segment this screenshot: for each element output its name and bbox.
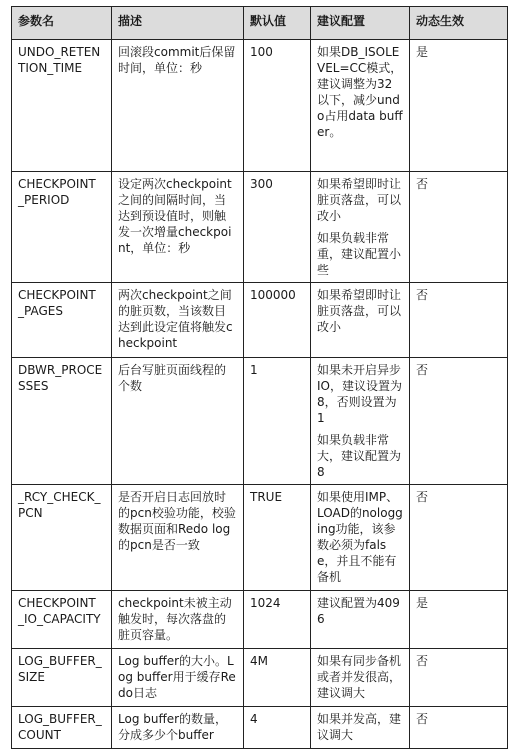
- cell-description: 回滚段commit后保留时间，单位：秒: [112, 40, 244, 172]
- cell-dynamic-effect: 否: [410, 358, 508, 485]
- cell-dynamic-effect: 否: [410, 707, 508, 749]
- cell-param-name: UNDO_RETEN TION_TIME: [12, 40, 112, 172]
- cell-suggested-config: [311, 358, 410, 485]
- cell-default-value: 4: [244, 707, 311, 749]
- suggestion-text: 如果使用IMP、LOAD的nologging功能，该参数必须为false，并且不能有备机: [317, 490, 403, 584]
- header-param-name: 参数名: [12, 7, 112, 40]
- suggestion-text: 如果并发高，建议调大: [317, 712, 402, 742]
- cell-default-value: 100000: [244, 283, 311, 358]
- cell-param-name: DBWR_PROCE SSES: [12, 358, 112, 485]
- cell-suggested-config: [311, 283, 410, 358]
- cell-description: 设定两次checkpoint之间的间隔时间，当达到预设值时，则触发一次增量checkpoint，单位：秒: [112, 172, 244, 283]
- cell-description: 两次checkpoint之间的脏页数，当该数目达到此设定值将触发checkpoint: [112, 283, 244, 358]
- cell-default-value: TRUE: [244, 485, 311, 591]
- suggestion-text: 如果希望即时让脏页落盘，可以改小: [317, 177, 402, 223]
- cell-suggested-config: [311, 172, 410, 283]
- cell-param-name: CHECKPOINT _PAGES: [12, 283, 112, 358]
- cell-param-name: CHECKPOINT _PERIOD: [12, 172, 112, 283]
- cell-description: 是否开启日志回放时的pcn校验功能，校验数据页面和Redo log的pcn是否一致: [112, 485, 244, 591]
- cell-param-name: _RCY_CHECK_ PCN: [12, 485, 112, 591]
- cell-dynamic-effect: 否: [410, 485, 508, 591]
- suggestion-text: 如果有同步备机或者并发很高，建议调大: [317, 654, 402, 700]
- table-row: [12, 485, 508, 591]
- cell-param-name: LOG_BUFFER_ SIZE: [12, 649, 112, 707]
- cell-default-value: 1024: [244, 591, 311, 649]
- cell-suggested-config: [311, 485, 410, 591]
- suggestion-text: 如果负载非常重，建议配置小些: [317, 231, 402, 277]
- table-row: [12, 172, 508, 283]
- table-row: [12, 591, 508, 649]
- cell-description: 后台写脏页面线程的个数: [112, 358, 244, 485]
- header-suggested-config: 建议配置: [311, 7, 410, 40]
- suggestion-text: 如果未开启异步IO，建议设置为8，否则设置为1: [317, 363, 402, 425]
- cell-dynamic-effect: 是: [410, 40, 508, 172]
- table-row: [12, 358, 508, 485]
- cell-default-value: 300: [244, 172, 311, 283]
- cell-description: Log buffer的数量，分成多少个buffer: [112, 707, 244, 749]
- cell-default-value: 1: [244, 358, 311, 485]
- suggestion-text: 如果负载非常大，建议配置为8: [317, 433, 402, 479]
- cell-param-name: CHECKPOINT _IO_CAPACITY: [12, 591, 112, 649]
- cell-suggested-config: [311, 707, 410, 749]
- cell-default-value: 4M: [244, 649, 311, 707]
- cell-dynamic-effect: 否: [410, 172, 508, 283]
- suggestion-text: 如果希望即时让脏页落盘，可以改小: [317, 288, 402, 334]
- cell-suggested-config: [311, 591, 410, 649]
- cell-description: checkpoint未被主动触发时，每次落盘的脏页容量。: [112, 591, 244, 649]
- cell-dynamic-effect: 否: [410, 283, 508, 358]
- suggestion-text: 建议配置为4096: [317, 596, 400, 626]
- cell-suggested-config: [311, 40, 410, 172]
- cell-description: Log buffer的大小。Log buffer用于缓存Redo日志: [112, 649, 244, 707]
- cell-default-value: 100: [244, 40, 311, 172]
- header-dynamic-effect: 动态生效: [410, 7, 508, 40]
- cell-param-name: LOG_BUFFER_ COUNT: [12, 707, 112, 749]
- parameter-table-container: [11, 6, 507, 749]
- cell-dynamic-effect: 否: [410, 649, 508, 707]
- cell-dynamic-effect: 是: [410, 591, 508, 649]
- suggestion-text: 如果DB_ISOLEVEL=CC模式，建议调整为32以下，减少undo占用data buffer。: [317, 45, 403, 139]
- header-description: 描述: [112, 7, 244, 40]
- table-row: [12, 40, 508, 172]
- table-row: [12, 707, 508, 749]
- table-header-row: [12, 7, 508, 40]
- header-default-value: 默认值: [244, 7, 311, 40]
- table-row: [12, 283, 508, 358]
- table-row: [12, 649, 508, 707]
- cell-suggested-config: [311, 649, 410, 707]
- parameter-table: [11, 6, 508, 749]
